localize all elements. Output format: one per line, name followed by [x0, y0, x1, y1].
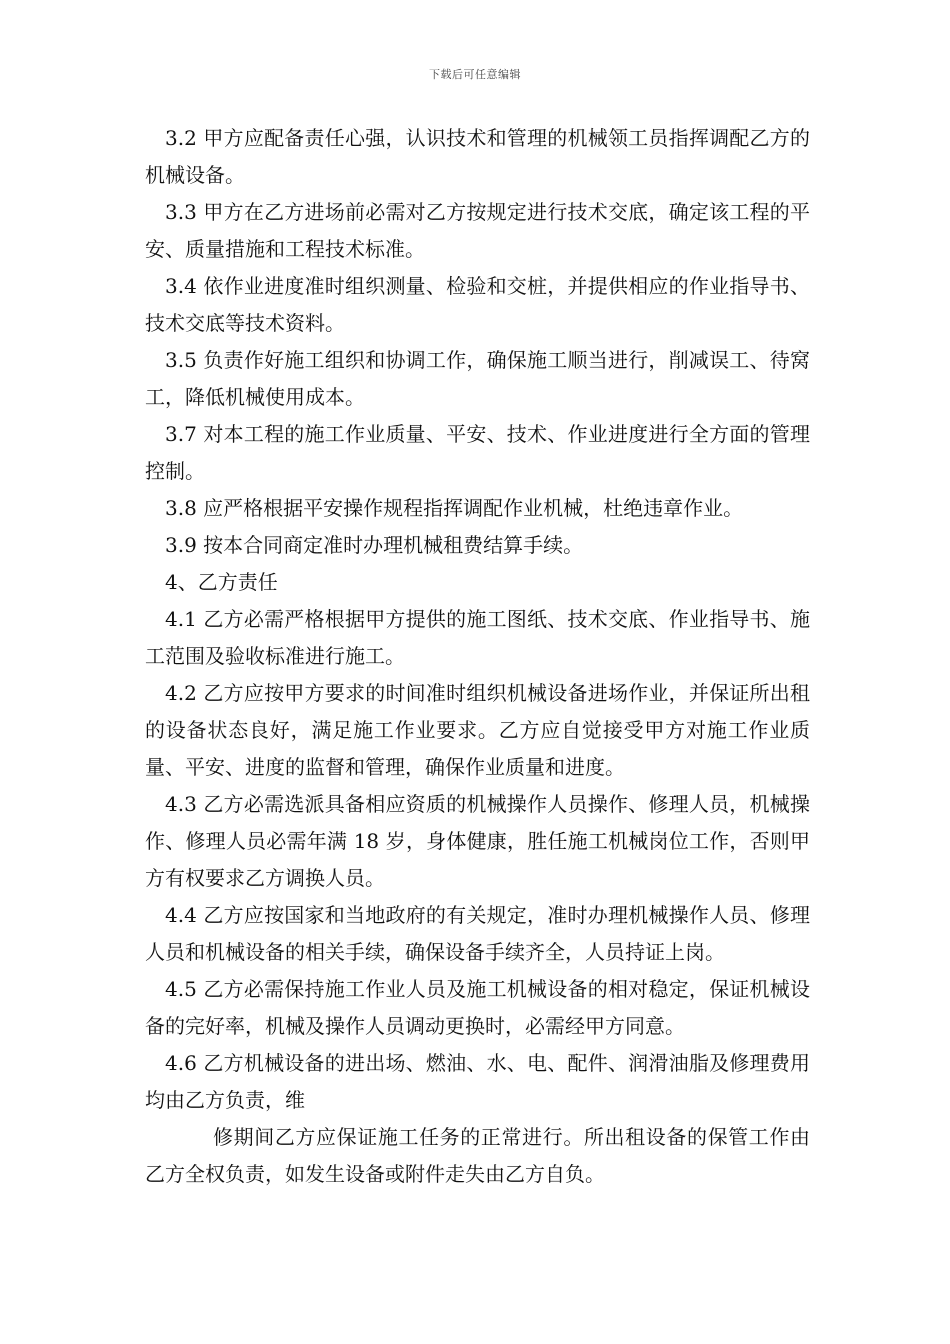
page-header: 下载后可任意编辑 — [429, 68, 521, 81]
document-body — [145, 120, 810, 1193]
clause-4-6-continued: 修期间乙方应保证施工任务的正常进行。所出租设备的保管工作由乙方全权负责，如发生设备或附件走失由乙方自负。 — [145, 1125, 810, 1186]
clause-3-5: 3.5 负责作好施工组织和协调工作，确保施工顺当进行，削减误工、待窝工，降低机械使用成本。 — [145, 348, 810, 409]
clause-4-2: 4.2 乙方应按甲方要求的时间准时组织机械设备进场作业，并保证所出租的设备状态良好，满足施工作业要求。乙方应自觉接受甲方对施工作业质量、平安、进度的监督和管理，确保作业质量和进度。 — [145, 681, 810, 779]
clause-4-5: 4.5 乙方必需保持施工作业人员及施工机械设备的相对稳定，保证机械设备的完好率，机械及操作人员调动更换时，必需经甲方同意。 — [145, 977, 810, 1038]
clause-3-4: 3.4 依作业进度准时组织测量、检验和交桩，并提供相应的作业指导书、技术交底等技术资料。 — [145, 274, 810, 335]
clause-4-4: 4.4 乙方应按国家和当地政府的有关规定，准时办理机械操作人员、修理人员和机械设备的相关手续，确保设备手续齐全，人员持证上岗。 — [145, 903, 810, 964]
clause-3-7: 3.7 对本工程的施工作业质量、平安、技术、作业进度进行全方面的管理控制。 — [145, 422, 810, 483]
clause-3-9: 3.9 按本合同商定准时办理机械租费结算手续。 — [165, 533, 584, 557]
clause-4-6: 4.6 乙方机械设备的进出场、燃油、水、电、配件、润滑油脂及修理费用均由乙方负责，维 — [145, 1051, 810, 1112]
clause-3-8: 3.8 应严格根据平安操作规程指挥调配作业机械，杜绝违章作业。 — [165, 496, 744, 520]
section-heading-4: 4、乙方责任 — [165, 570, 278, 594]
clause-3-3: 3.3 甲方在乙方进场前必需对乙方按规定进行技术交底，确定该工程的平安、质量措施和工程技术标准。 — [145, 200, 810, 261]
clause-4-3: 4.3 乙方必需选派具备相应资质的机械操作人员操作、修理人员，机械操作、修理人员必需年满 18 岁，身体健康，胜任施工机械岗位工作，否则甲方有权要求乙方调换人员。 — [145, 792, 810, 890]
clause-4-1: 4.1 乙方必需严格根据甲方提供的施工图纸、技术交底、作业指导书、施工范围及验收标准进行施工。 — [145, 607, 810, 668]
clause-3-2: 3.2 甲方应配备责任心强，认识技术和管理的机械领工员指挥调配乙方的机械设备。 — [145, 126, 810, 187]
